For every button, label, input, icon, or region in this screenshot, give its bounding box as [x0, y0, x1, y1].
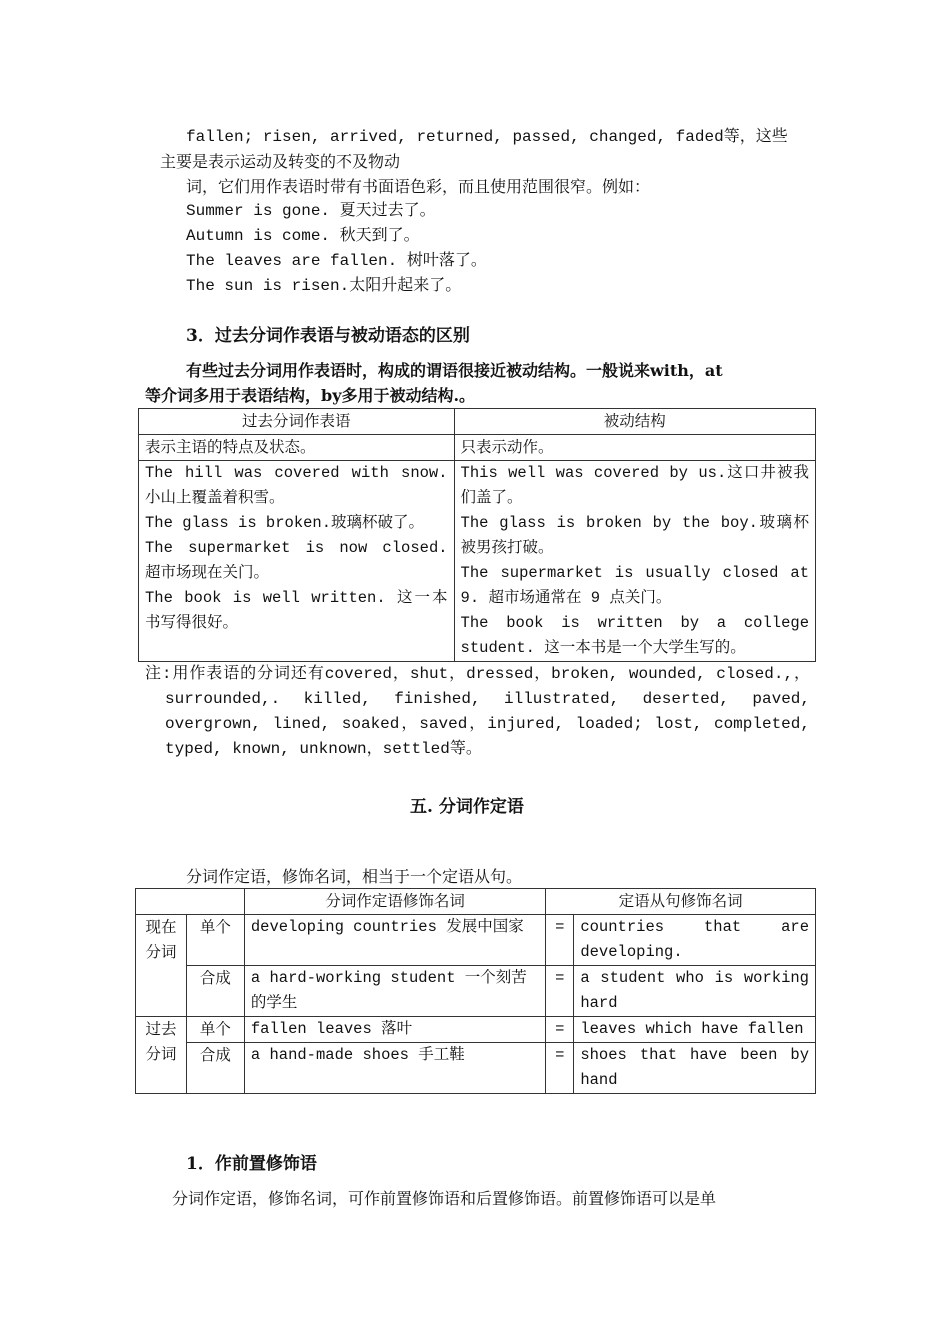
equals-cell: = [546, 1043, 574, 1094]
equals-cell: = [546, 1017, 574, 1043]
table-header: 被动结构 [454, 409, 815, 435]
example-line: The sun is risen.太阳升起来了。 [186, 277, 462, 295]
example-line: Autumn is come. 秋天到了。 [186, 227, 420, 245]
group-label: 过去分词 [136, 1017, 187, 1094]
equals-cell: = [546, 966, 574, 1017]
group-label: 现在分词 [136, 915, 187, 1017]
equals-cell: = [546, 915, 574, 966]
intro-line-2: 主要是表示运动及转变的不及物动 [160, 152, 401, 171]
table-cell [139, 461, 455, 662]
chapter-heading: 五. 分词作定语 [410, 797, 524, 817]
table-header: 过去分词作表语 [139, 409, 455, 435]
section-intro: 分词作定语，修饰名词，相当于一个定语从句。 [186, 867, 523, 886]
phrase-cell: fallen leaves 落叶 [244, 1017, 545, 1043]
attribute-table [135, 888, 816, 1094]
table-header: 分词作定语修饰名词 [244, 889, 545, 915]
table-cell: 表示主语的特点及状态。 [139, 435, 455, 461]
phrase-cell: a hand-made shoes 手工鞋 [244, 1043, 545, 1094]
table-example: The hill was covered with snow. 小山上覆盖着积雪。 [145, 464, 448, 507]
section-heading: 3．过去分词作表语与被动语态的区别 [186, 326, 470, 346]
table-example: The book is well written. 这一本书写得很好。 [145, 589, 448, 632]
table-example: The book is written by a college student. 这一本书是一个大学生写的。 [460, 614, 809, 657]
table-header: 定语从句修饰名词 [546, 889, 816, 915]
clause-cell: countries that are developing. [574, 915, 816, 966]
table-cell [454, 461, 815, 662]
section-paragraph-line: 有些过去分词用作表语时，构成的谓语很接近被动结构。一般说来with，at [186, 361, 723, 380]
table-cell: 只表示动作。 [454, 435, 815, 461]
table-example: The glass is broken by the boy.玻璃杯被男孩打破。 [460, 514, 809, 557]
clause-cell: leaves which have fallen [574, 1017, 816, 1043]
kind-cell: 单个 [186, 915, 244, 966]
subsection-paragraph: 分词作定语，修饰名词，可作前置修饰语和后置修饰语。前置修饰语可以是单 [172, 1189, 717, 1208]
example-line: The leaves are fallen. 树叶落了。 [186, 252, 487, 270]
intro-line-1: fallen; risen, arrived, returned, passed, changed, faded等，这些 [186, 128, 788, 146]
table-example: The glass is broken.玻璃杯破了。 [145, 514, 425, 532]
table-example: The supermarket is usually closed at 9. 超市场通常在 9 点关门。 [460, 564, 809, 607]
intro-line-3: 词，它们用作表语时带有书面语色彩，而且使用范围很窄。例如： [186, 177, 651, 196]
example-line: Summer is gone. 夏天过去了。 [186, 202, 436, 220]
clause-cell: a student who is working hard [574, 966, 816, 1017]
kind-cell: 合成 [186, 1043, 244, 1094]
clause-cell: shoes that have been by hand [574, 1043, 816, 1094]
comparison-table [138, 408, 816, 662]
kind-cell: 单个 [186, 1017, 244, 1043]
subsection-heading: 1．作前置修饰语 [186, 1154, 317, 1174]
table-example: This well was covered by us.这口井被我们盖了。 [460, 464, 809, 507]
phrase-cell: a hard-working student 一个刻苦的学生 [244, 966, 545, 1017]
phrase-cell: developing countries 发展中国家 [244, 915, 545, 966]
kind-cell: 合成 [186, 966, 244, 1017]
note-paragraph: 注:用作表语的分词还有covered，shut，dressed，broken, wounded, closed.,，surrounded,. killed, finished, illustrated, deserted, paved, overgrown, lined, soaked，saved，injured, loaded; lost, completed, typed, known, unknown，settled等。 [145, 665, 810, 758]
section-paragraph-line: 等介词多用于表语结构，by多用于被动结构.。 [145, 386, 476, 405]
table-example: The supermarket is now closed. 超市场现在关门。 [145, 539, 448, 582]
table-header-empty [136, 889, 245, 915]
